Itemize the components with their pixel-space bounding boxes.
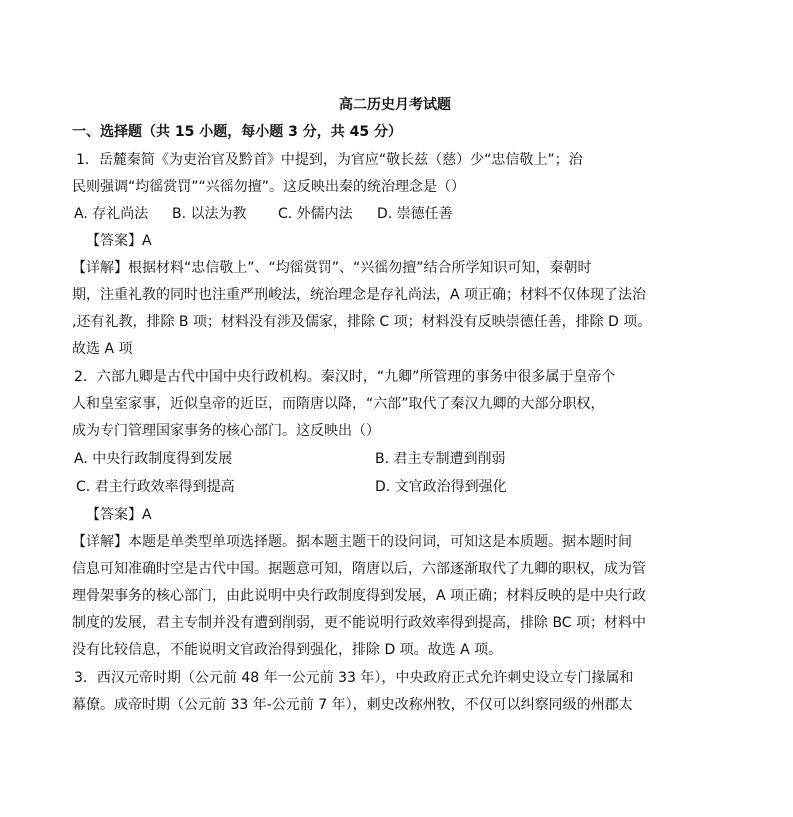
section-heading: 一、选择题（共 15 小题，每小题 3 分，共 45 分）	[72, 124, 402, 140]
q1-detail-line1: 【详解】根据材料“忠信敬上”、“均徭赏罚”、“兴徭勿擅”结合所学知识可知，秦朝时	[72, 260, 592, 276]
q3-stem-line1: 3．西汉元帝时期（公元前 48 年一公元前 33 年），中央政府正式允许刺史设立专门掾属和	[74, 670, 634, 686]
q1-stem-line1: 1．岳麓秦简《为吏治官及黔首》中提到，为官应“敬长兹（慈）少“忠信敬上”；治	[76, 152, 583, 168]
q1-option-d: D. 崇德任善	[377, 206, 453, 222]
q2-detail-line5: 没有比较信息，不能说明文官政治得到强化，排除 D 项。故选 A 项。	[72, 642, 503, 658]
q1-detail-line4: 故选 A 项	[72, 341, 133, 357]
q2-detail-line2: 信息可知准确时空是古代中国。据题意可知，隋唐以后，六部逐渐取代了九卿的职权，成为管	[72, 561, 646, 577]
q2-stem-line2: 人和皇室家事，近似皇帝的近臣，而隋唐以降，“六部”取代了秦汉九卿的大部分职权，	[72, 396, 605, 412]
q1-option-a: A. 存礼尚法	[74, 206, 149, 222]
q2-option-d: D. 文官政治得到强化	[375, 479, 507, 495]
q1-stem-line2: 民则强调“均徭赏罚”“兴徭勿擅”。这反映出秦的统治理念是（）	[72, 179, 466, 195]
q3-stem-line2: 幕僚。成帝时期（公元前 33 年-公元前 7 年），刺史改称州牧，不仅可以纠察同级的州郡太	[72, 697, 633, 713]
q2-detail-line3: 理骨架事务的核心部门，由此说明中央行政制度得到发展，A 项正确；材料反映的是中央行政	[72, 588, 647, 604]
q2-option-a: A. 中央行政制度得到发展	[74, 451, 233, 467]
q1-option-c: C. 外儒内法	[278, 206, 353, 222]
q2-stem-line1: 2．六部九卿是古代中国中央行政机构。秦汉时，“九卿”所管理的事务中很多属于皇帝个	[74, 369, 616, 385]
q2-stem-line3: 成为专门管理国家事务的核心部门。这反映出（）	[72, 423, 380, 439]
q2-detail-line1: 【详解】本题是单类型单项选择题。据本题主题干的设问词，可知这是本质题。据本题时间	[72, 534, 632, 550]
q1-detail-line2: 期，注重礼教的同时也注重严刑峻法，统治理念是存礼尚法，A 项正确；材料不仅体现了法治	[72, 287, 647, 303]
q1-option-b: B. 以法为教	[172, 206, 247, 222]
q2-detail-line4: 制度的发展，君主专制并没有遭到削弱，更不能说明行政效率得到提高，排除 BC 项；材料中	[72, 615, 647, 631]
page-title: 高二历史月考试题	[339, 97, 451, 113]
q2-option-b: B. 君主专制遭到削弱	[375, 451, 506, 467]
q1-detail-line3: ,还有礼教，排除 B 项；材料没有涉及儒家，排除 C 项；材料没有反映崇德任善，排除 D 项。	[72, 314, 652, 330]
q2-option-c: C. 君主行政效率得到提高	[76, 479, 235, 495]
q1-answer: 【答案】A	[86, 233, 152, 249]
q2-answer: 【答案】A	[86, 507, 152, 523]
